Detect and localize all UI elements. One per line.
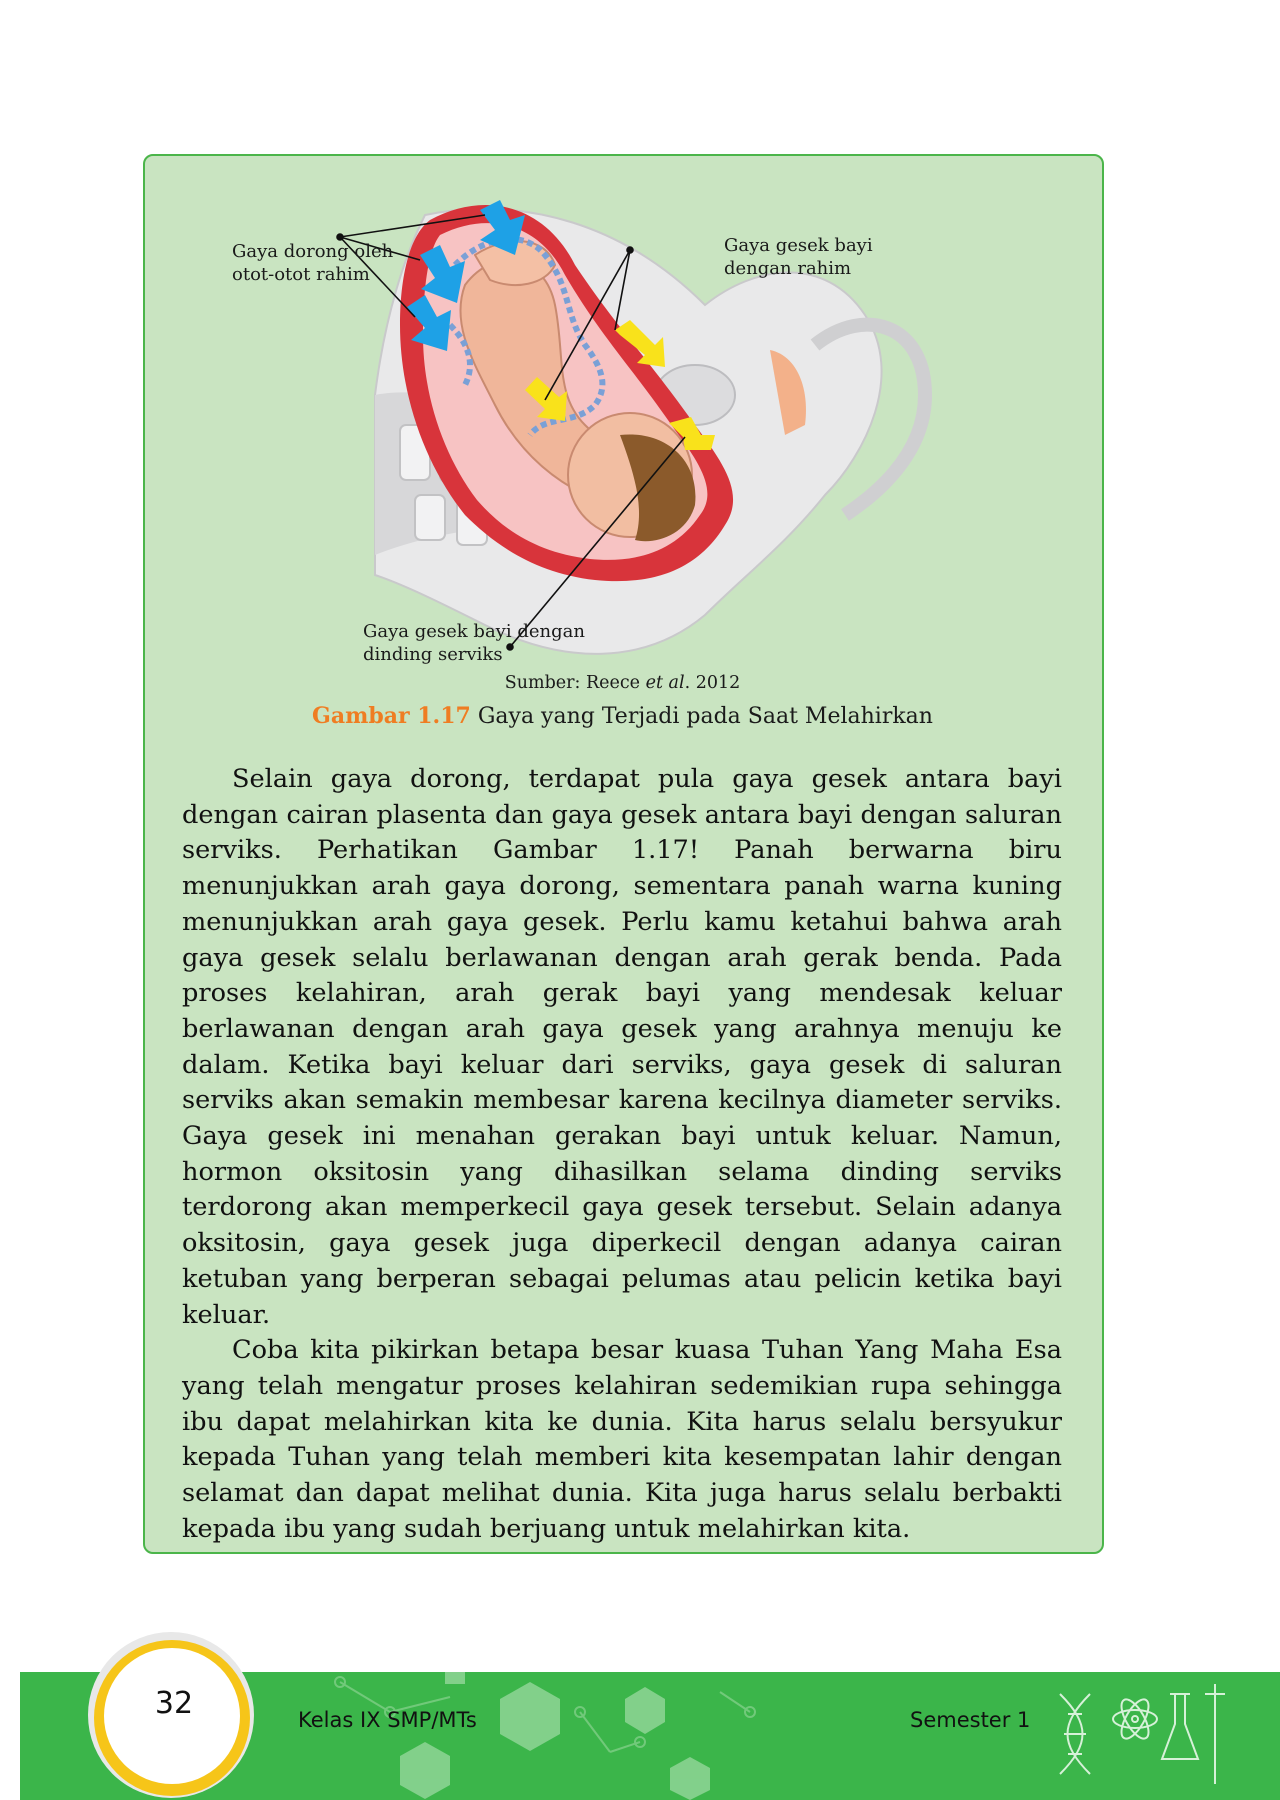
figure-source bbox=[0, 673, 1245, 693]
caption-number: Gambar 1.17 bbox=[312, 703, 471, 729]
figure-caption bbox=[0, 703, 1245, 729]
caption-text: Gaya yang Terjadi pada Saat Melahirkan bbox=[470, 704, 933, 729]
label-push-line1: Gaya dorong oleh bbox=[232, 241, 394, 262]
body-text bbox=[182, 762, 1062, 1547]
footer-semester-label: Semester 1 bbox=[910, 1708, 1031, 1732]
label-friction-cervix bbox=[363, 620, 585, 666]
label-friction-uterus-line1: Gaya gesek bayi bbox=[724, 235, 873, 256]
page-number: 32 bbox=[154, 1686, 194, 1721]
paragraph-2: Coba kita pikirkan betapa besar kuasa Tuhan Yang Maha Esa yang telah mengatur proses kelahiran sedemikian rupa sehingga ibu dapat melahirkan kita ke dunia. Kita harus selalu bersyukur kepada Tuhan yang telah memberi kita kesempatan lahir dengan selamat dan dapat melihat dunia. Kita juga harus selalu berbakti kepada ibu yang sudah berjuang untuk melahirkan kita. bbox=[182, 1335, 1062, 1544]
source-italic: et al bbox=[645, 673, 685, 693]
paragraph-1: Selain gaya dorong, terdapat pula gaya gesek antara bayi dengan cairan plasenta dan gaya gesek antara bayi dengan saluran serviks. Perhatikan Gambar 1.17! Panah berwarna biru menunjukkan arah gaya dorong, sementara panah warna kuning menunjukkan arah gaya gesek. Perlu kamu ketahui bahwa arah gaya gesek selalu berlawanan dengan arah gerak benda. Pada proses kelahiran, arah gerak bayi yang mendesak keluar berlawanan dengan arah gaya gesek yang arahnya menuju ke dalam. Ketika bayi keluar dari serviks, gaya gesek di saluran serviks akan semakin membesar karena kecilnya diameter serviks. Gaya gesek ini menahan gerakan bayi untuk keluar. Namun, hormon oksitosin yang dihasilkan selama dinding serviks terdorong akan memperkecil gaya gesek tersebut. Selain adanya oksitosin, gaya gesek juga diperkecil dengan adanya cairan ketuban yang berperan sebagai pelumas atau pelicin ketika bayi keluar. bbox=[182, 764, 1062, 1330]
label-friction-uterus-line2: dengan rahim bbox=[724, 258, 852, 279]
label-push-force bbox=[232, 240, 393, 286]
science-icons bbox=[1050, 1674, 1230, 1798]
label-friction-cervix-line1: Gaya gesek bayi dengan bbox=[363, 621, 585, 642]
footer-class-label: Kelas IX SMP/MTs bbox=[298, 1708, 477, 1732]
label-push-line2: otot-otot rahim bbox=[232, 264, 370, 285]
source-prefix: Sumber: Reece bbox=[504, 673, 646, 693]
label-friction-cervix-line2: dinding serviks bbox=[363, 644, 503, 665]
source-suffix: . 2012 bbox=[684, 673, 741, 693]
label-friction-uterus bbox=[724, 234, 873, 280]
